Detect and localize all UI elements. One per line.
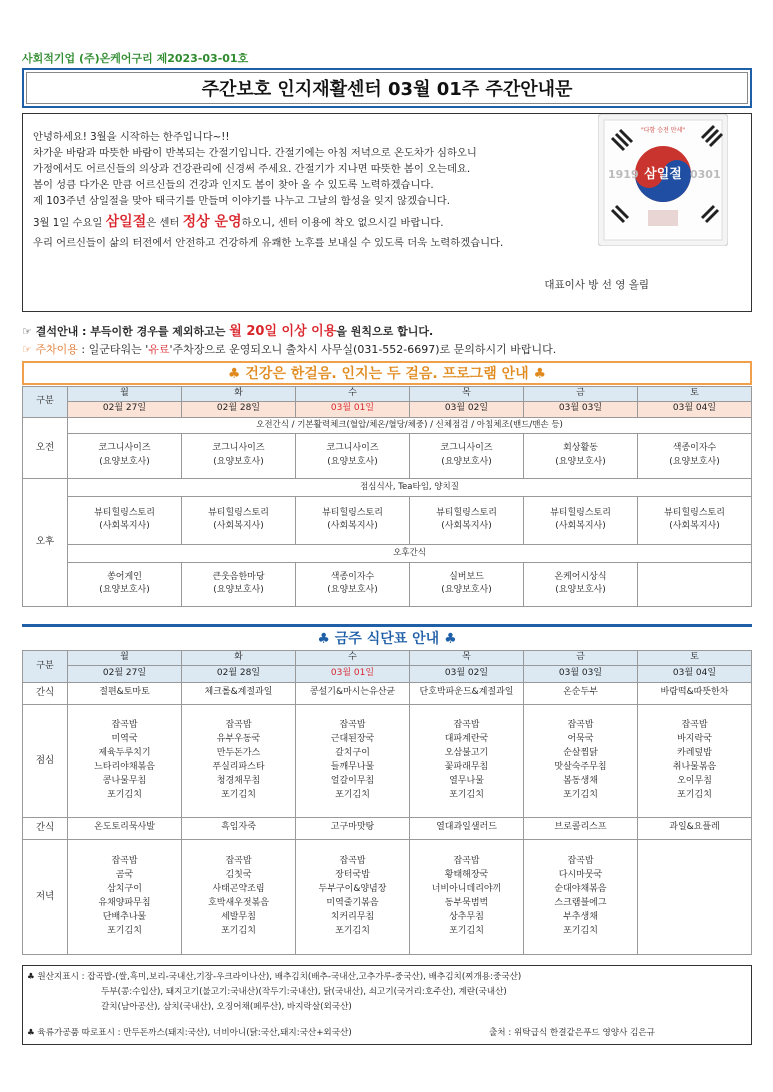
pm2-program-cell: 쏭어게인 (요양보호사) (68, 562, 182, 606)
greeting-letter (22, 113, 752, 312)
date-header: 03월 03일 (524, 665, 638, 682)
date-header: 03월 02일 (410, 401, 524, 417)
origin-notice-box (22, 965, 752, 1045)
am-program-cell: 코그니사이즈 (요양보호사) (68, 433, 182, 478)
date-header: 02월 27일 (68, 665, 182, 682)
pm-snack-cell: 온도토리묵사발 (68, 817, 182, 839)
dinner-cell: 잡곡밥 장터국밥 두부구이&양념장 미역줄기볶음 치커리무침 포기김치 (296, 839, 410, 954)
origin-line-3: 갈치(남아공산), 삼치(국내산), 오징어채(페루산), 바지락살(외국산) (101, 1002, 352, 1012)
date-header-holiday: 03월 01일 (296, 401, 410, 417)
signature: 대표이사 방 선 영 올림 (544, 279, 649, 291)
pm-snack-note: 오후간식 (68, 544, 752, 562)
date-header: 03월 04일 (638, 665, 752, 682)
pm-snack-cell: 브로콜리스프 (524, 817, 638, 839)
am-program-cell: 코그니사이즈 (요양보호사) (182, 433, 296, 478)
day-header: 토 (638, 387, 752, 402)
letter-line-6-c: 은 센터 (146, 217, 183, 229)
am-program-cell: 색종이자수 (요양보호사) (638, 433, 752, 478)
day-header: 금 (524, 387, 638, 402)
am-program-cell: 회상활동 (요양보호사) (524, 433, 638, 478)
dinner-cell: 잡곡밥 다시마뭇국 순대야채볶음 스크램블에그 부추생채 포기김치 (524, 839, 638, 954)
day-header: 화 (182, 651, 296, 666)
lunch-cell: 잡곡밥 바지락국 카레덮밥 취나물볶음 오이무침 포기김치 (638, 704, 752, 817)
letter-line-6-a: 3월 1일 수요일 (33, 217, 106, 229)
dinner-cell: 잡곡밥 황태해장국 너비아니데리야끼 동부묵범벅 상추무침 포기김치 (410, 839, 524, 954)
parking-notice (22, 341, 556, 357)
poster-small-text: "다함 승전 만세" (640, 127, 686, 134)
pm2-program-cell: 색종이자수 (요양보호사) (296, 562, 410, 606)
pm2-program-cell: 실버보드 (요양보호사) (410, 562, 524, 606)
parking-mid-1: : 일군타워는 ' (77, 343, 149, 356)
pm-program-cell: 뷰티힐링스토리 (사회복지사) (182, 496, 296, 544)
lunch-label: 점심 (23, 704, 68, 817)
menu-table (22, 650, 752, 955)
dinner-cell: 잡곡밥 김칫국 사태곤약조림 호박새우젓볶음 세발무침 포기김치 (182, 839, 296, 954)
am-snack-cell: 콩설기&마시는유산균 (296, 682, 410, 704)
organization-line: 사회적기업 (주)온케어구리 제2023-03-01호 (22, 52, 249, 65)
day-header: 화 (182, 387, 296, 402)
menu-source: 출처 : 위탁급식 한결같은푸드 영양사 김은규 (489, 1028, 655, 1038)
day-header: 수 (296, 651, 410, 666)
origin-line-2: 두부(콩:수입산), 돼지고기(불고기:국내산)(작두기:국내산), 닭(국내산), 쇠고기(국거리:호주산), 계란(국내산) (101, 987, 507, 997)
parking-label: ☞ 주차이용 (22, 343, 78, 356)
day-header: 금 (524, 651, 638, 666)
dinner-label: 저녁 (23, 839, 68, 954)
operation-highlight: 정상 운영 (182, 214, 242, 230)
letter-line-1: 안녕하세요! 3월을 시작하는 한주입니다~!! (33, 131, 230, 143)
date-header-holiday: 03월 01일 (296, 665, 410, 682)
pm-program-cell: 뷰티힐링스토리 (사회복지사) (524, 496, 638, 544)
pm-snack-cell: 열대과일샐러드 (410, 817, 524, 839)
pm2-program-cell (638, 562, 752, 606)
am-snack-cell: 바람떡&따뜻한차 (638, 682, 752, 704)
lunch-cell: 잡곡밥 어묵국 순살찜닭 맛살숙주무침 봄동생채 포기김치 (524, 704, 638, 817)
title-frame (22, 68, 752, 108)
date-header: 02월 27일 (68, 401, 182, 417)
samiljeol-poster-image (598, 114, 728, 246)
absence-notice-prefix: ☞ 결석안내 : 부득이한 경우를 제외하고는 (22, 325, 230, 338)
pm-snack-cell: 흑임자죽 (182, 817, 296, 839)
letter-line-4: 봄이 성큼 다가온 만큼 어르신들의 건강과 인지도 봄이 찾아 올 수 있도록 노력하겠습니다. (33, 179, 434, 191)
pm2-program-cell: 온케어시상식 (요양보호사) (524, 562, 638, 606)
lunch-cell: 잡곡밥 미역국 제육두루치기 느타리야채볶음 콩나물무침 포기김치 (68, 704, 182, 817)
pm-label: 오후 (23, 478, 68, 606)
program-title: ♣ 건강은 한걸음. 인지는 두 걸음. 프로그램 안내 ♣ (22, 361, 752, 385)
pm-snack-cell: 고구마맛탕 (296, 817, 410, 839)
origin-line-1: ♣ 원산지표시 : 잡곡밥-(쌀,흑미,보리-국내산,기장-우크라이나산), 배추김치(배추-국내산,고추가루-중국산), 배추김치(찌개용:중국산) (27, 972, 522, 982)
noon-routine-note: 점심식사, Tea타임, 양치질 (68, 478, 752, 496)
am-snack-cell: 단호박파운드&계절과일 (410, 682, 524, 704)
menu-gubun-header: 구분 (23, 651, 68, 683)
date-header: 03월 04일 (638, 401, 752, 417)
poster-year-left: 1919 (608, 168, 639, 181)
date-header: 03월 02일 (410, 665, 524, 682)
letter-line-7: 우리 어르신들이 삶의 터전에서 안전하고 건강하게 유쾌한 노후를 보내실 수 있도록 더욱 노력하겠습니다. (33, 237, 504, 249)
pm-program-cell: 뷰티힐링스토리 (사회복지사) (638, 496, 752, 544)
program-gubun-header: 구분 (23, 387, 68, 418)
am-snack-cell: 온순두부 (524, 682, 638, 704)
absence-notice (22, 320, 433, 339)
date-header: 03월 03일 (524, 401, 638, 417)
dinner-cell-empty (638, 839, 752, 954)
am-routine-note: 오전간식 / 기본활력체크(혈압/체온/혈당/체중) / 신체점검 / 아침체조(밴드/맨손 등) (68, 417, 752, 433)
pm-program-cell: 뷰티힐링스토리 (사회복지사) (410, 496, 524, 544)
day-header: 월 (68, 651, 182, 666)
parking-highlight: 유료 (148, 343, 170, 356)
parking-mid-2: '주차장으로 운영되오니 출차시 사무실(031-552-6697)로 문의하시기 바랍니다. (169, 343, 557, 356)
date-header: 02월 28일 (182, 665, 296, 682)
day-header: 수 (296, 387, 410, 402)
pm-program-cell: 뷰티힐링스토리 (사회복지사) (296, 496, 410, 544)
day-header: 토 (638, 651, 752, 666)
origin-line-4: ♣ 육류가공품 따로표시 : 만두돈까스(돼지:국산), 너비아니(닭:국산,돼지:국산+외국산) (27, 1028, 352, 1038)
holiday-highlight: 삼일절 (105, 214, 147, 230)
day-header: 목 (410, 387, 524, 402)
letter-line-3: 가정에서도 어르신들의 의상과 건강관리에 신경써 주세요. 간절기가 지나면 따뜻한 봄이 오는데요. (33, 163, 471, 175)
program-table (22, 386, 752, 607)
letter-line-5: 제 103주년 삼일절을 맞아 태극기를 만들며 이야기를 나누고 그날의 함성을 잊지 않겠습니다. (33, 195, 451, 207)
poster-title: 삼일절 (644, 167, 682, 182)
letter-line-2: 차가운 바람과 따뜻한 바람이 반복되는 간절기입니다. 간절기에는 아침 저녁으로 온도차가 심하오니 (33, 147, 477, 159)
dinner-cell: 잡곡밥 곰국 삼치구이 유채양파무침 단배추나물 포기김치 (68, 839, 182, 954)
date-header: 02월 28일 (182, 401, 296, 417)
poster-year-right: 0301 (690, 168, 721, 181)
am-program-cell: 코그니사이즈 (요양보호사) (410, 433, 524, 478)
am-snack-cell: 절편&토마토 (68, 682, 182, 704)
letter-line-6 (33, 211, 444, 231)
lunch-cell: 잡곡밥 대파계란국 오삼불고기 꽃파래무침 열무나물 포기김치 (410, 704, 524, 817)
absence-notice-suffix: 을 원칙으로 합니다. (336, 325, 434, 338)
am-snack-label: 간식 (23, 682, 68, 704)
letter-line-6-e: 하오니, 센터 이용에 착오 없으시길 바랍니다. (241, 217, 444, 229)
day-header: 월 (68, 387, 182, 402)
am-snack-cell: 체크롤&계절과일 (182, 682, 296, 704)
day-header: 목 (410, 651, 524, 666)
menu-title: ♣ 금주 식단표 안내 ♣ (22, 624, 752, 648)
pm2-program-cell: 큰웃음한마당 (요양보호사) (182, 562, 296, 606)
lunch-cell: 잡곡밥 근대된장국 갈치구이 들깨무나물 얼갈이무침 포기김치 (296, 704, 410, 817)
page-title: 주간보호 인지재활센터 03월 01주 주간안내문 (26, 72, 748, 104)
pm-program-cell: 뷰티힐링스토리 (사회복지사) (68, 496, 182, 544)
am-program-cell: 코그니사이즈 (요양보호사) (296, 433, 410, 478)
pm-snack-label: 간식 (23, 817, 68, 839)
lunch-cell: 잡곡밥 유부우동국 만두돈가스 푸실리파스타 청경채무침 포기김치 (182, 704, 296, 817)
am-label: 오전 (23, 417, 68, 478)
absence-highlight: 월 20일 이상 이용 (229, 324, 337, 339)
pm-snack-cell: 과일&요플레 (638, 817, 752, 839)
